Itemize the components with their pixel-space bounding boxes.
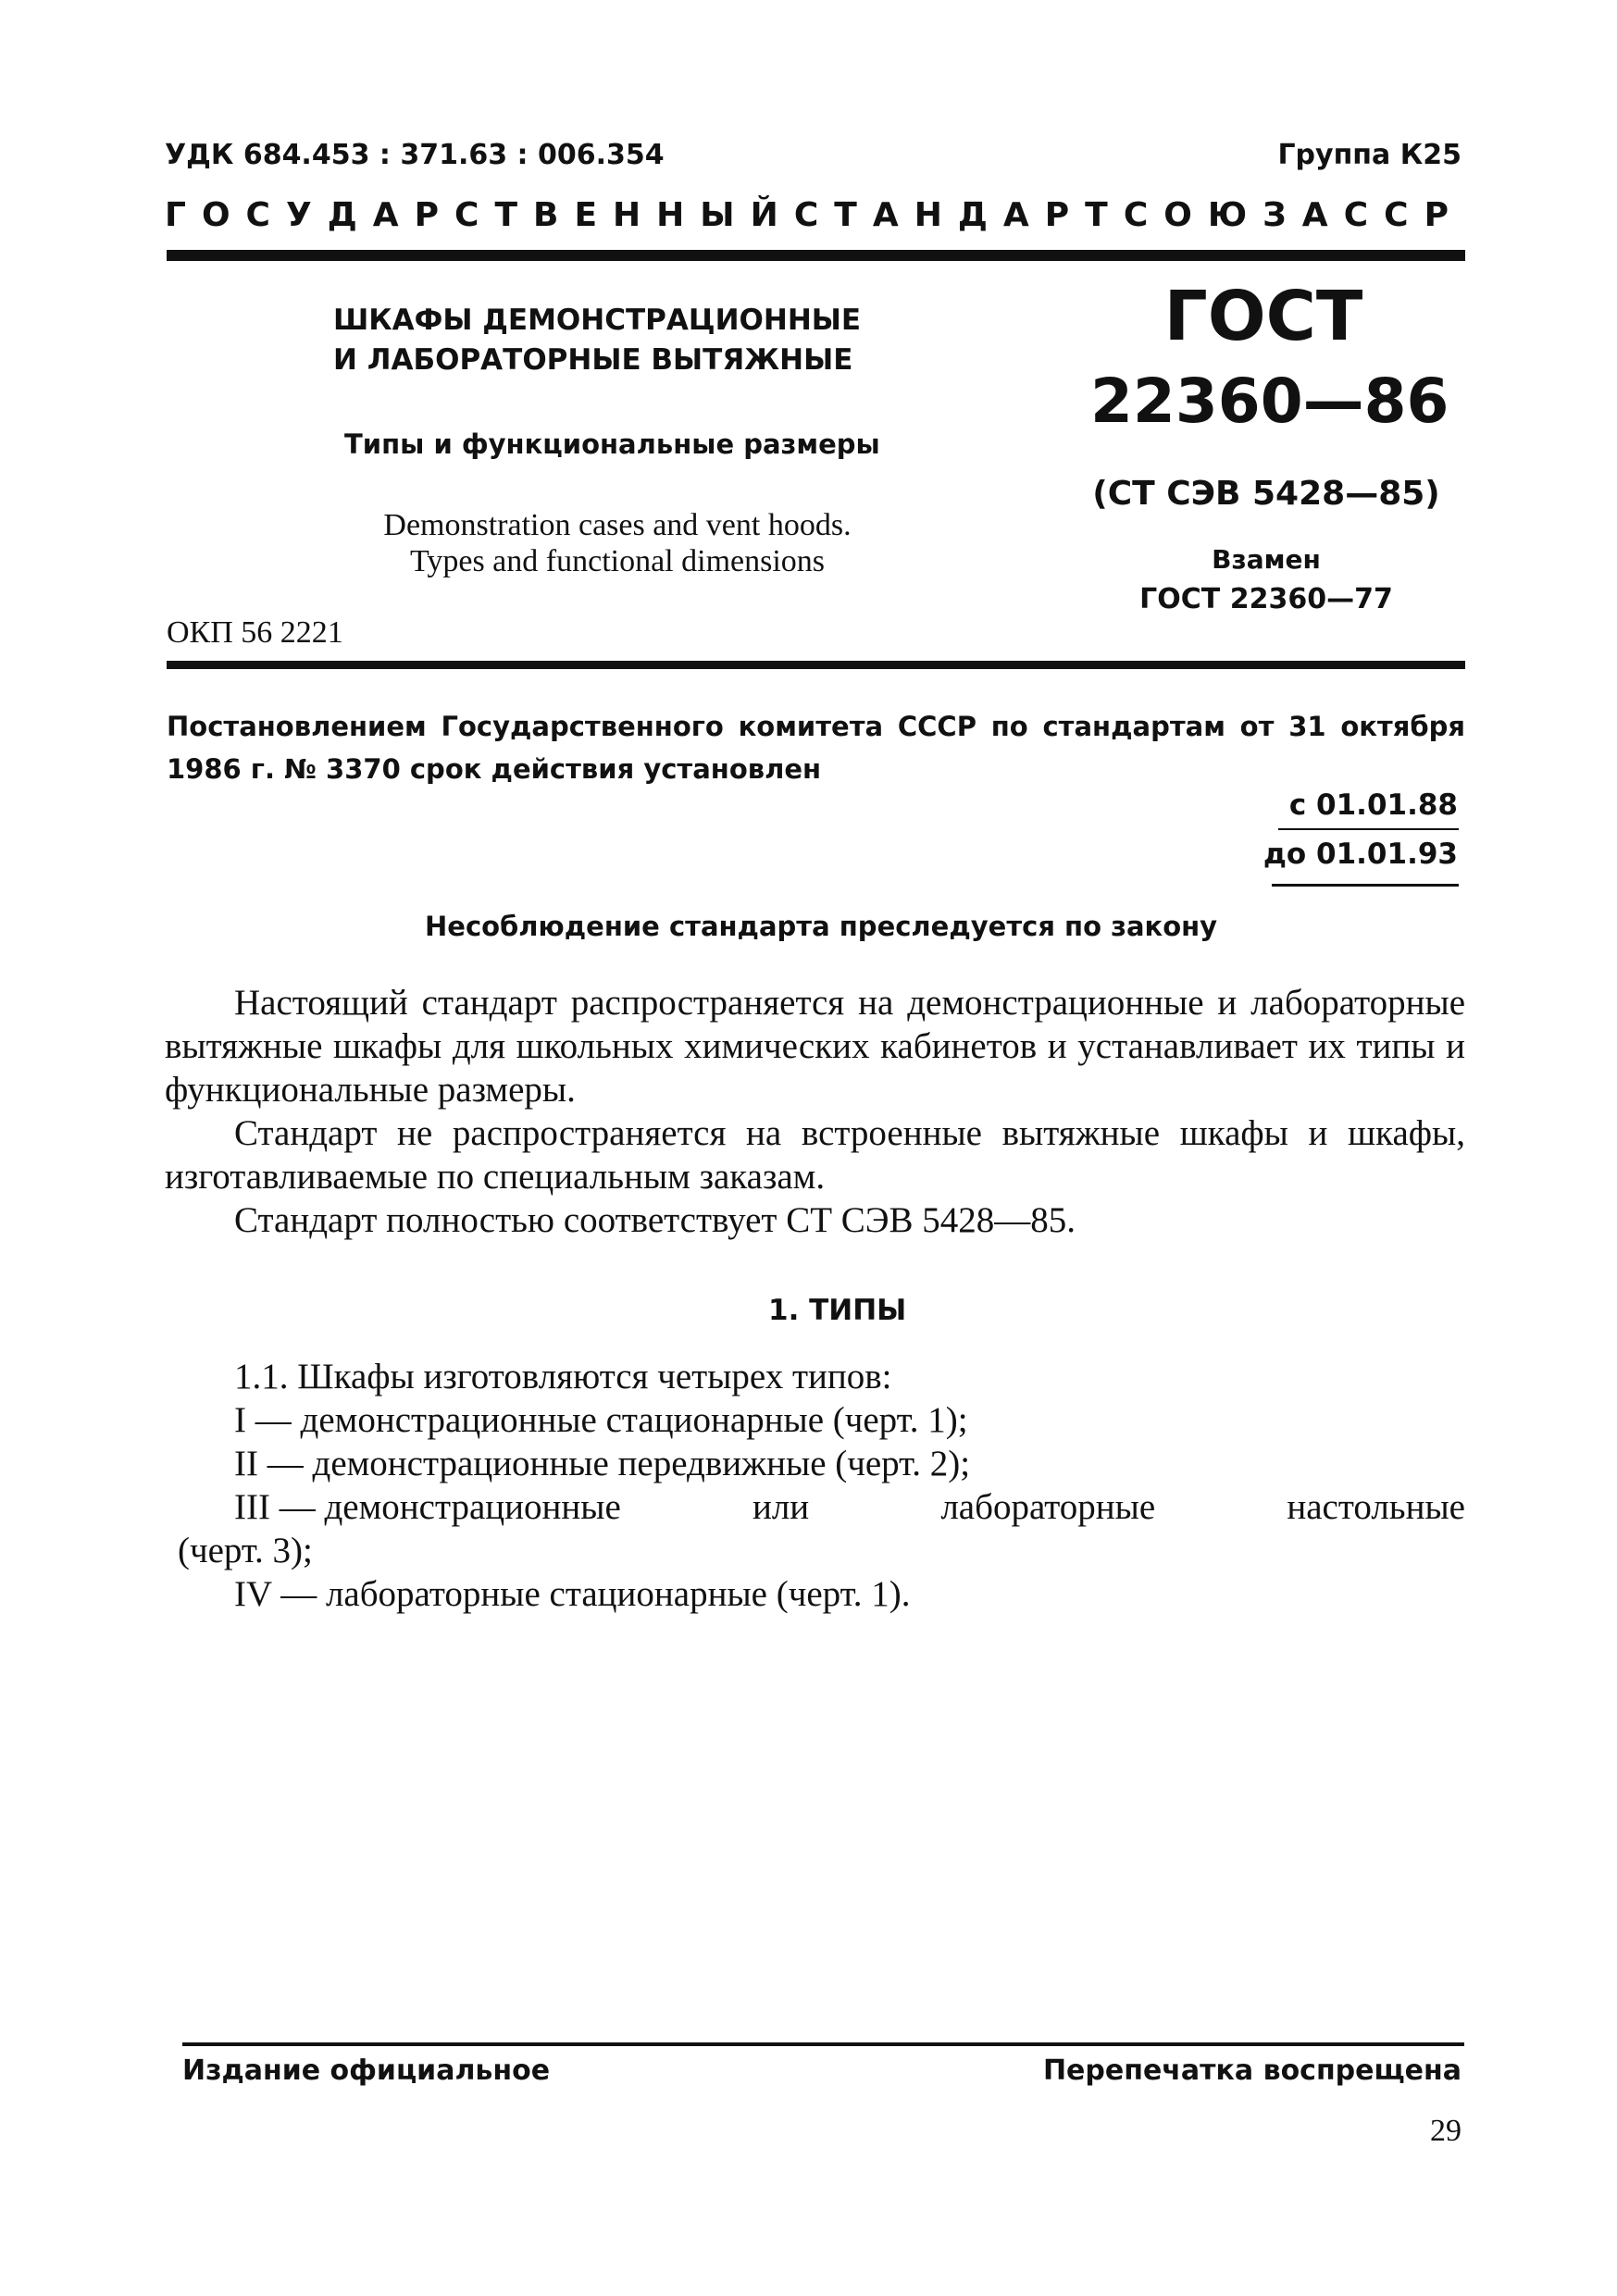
reprint-note: Перепечатка воспрещена bbox=[1042, 2054, 1462, 2087]
resolution-text: Постановлением Государственного комитета СССР по стандартам от 31 октября 1986 г. № 3370 срок действия установлен bbox=[167, 711, 1465, 785]
type-word: лабораторные bbox=[940, 1487, 1156, 1527]
body-paragraph: Настоящий стандарт распространяется на демонстрационные и лабораторные вытяжные шкафы для школьных химических кабинетов и устанавливает их типы и функциональные размеры. bbox=[165, 983, 1465, 1110]
subtitle-ru: Типы и функциональные размеры bbox=[344, 428, 880, 460]
middle-rule bbox=[167, 661, 1465, 669]
body-paragraph: Стандарт не распространяется на встроенные вытяжные шкафы и шкафы, изготавливаемые по специальным заказам. bbox=[165, 1113, 1465, 1197]
type-item bbox=[234, 1486, 1465, 1528]
edition-note: Издание официальное bbox=[182, 2054, 551, 2087]
type-item: II — демонстрационные передвижные (черт. 2); bbox=[234, 1444, 971, 1483]
valid-from-date: с 01.01.88 bbox=[1288, 788, 1458, 822]
title-ru bbox=[333, 301, 861, 380]
date-underline bbox=[1272, 884, 1459, 887]
replaced-gost: ГОСТ 22360—77 bbox=[1139, 583, 1393, 615]
group-code: Группа К25 bbox=[1277, 139, 1462, 171]
type-item: IV — лабораторные стационарные (черт. 1). bbox=[234, 1574, 911, 1614]
top-rule bbox=[167, 250, 1465, 261]
type-word: III — демонстрационные bbox=[234, 1487, 621, 1527]
banner-word: ГОСУДАРСТВЕННЫЙ bbox=[165, 196, 794, 234]
type-item: I — демонстрационные стационарные (черт. 1); bbox=[234, 1400, 968, 1440]
gost-label: ГОСТ bbox=[1163, 277, 1363, 356]
banner-word: СОЮЗА bbox=[1123, 196, 1344, 234]
banner-word: ССР bbox=[1343, 196, 1464, 234]
title-en-line: Types and functional dimensions bbox=[409, 544, 826, 578]
st-sev-reference: (СТ СЭВ 5428—85) bbox=[1092, 475, 1440, 513]
title-en-line: Demonstration cases and vent hoods. bbox=[383, 508, 852, 542]
body-paragraph: Стандарт полностью соответствует СТ СЭВ 5428—85. bbox=[234, 1200, 1076, 1240]
banner-word: СТАНДАРТ bbox=[793, 196, 1124, 234]
title-ru-line: И ЛАБОРАТОРНЫЕ ВЫТЯЖНЫЕ bbox=[333, 343, 853, 377]
type-word: или bbox=[752, 1487, 810, 1527]
type-item-continuation: (черт. 3); bbox=[178, 1531, 313, 1570]
page-number: 29 bbox=[1430, 2114, 1462, 2148]
title-ru-line: ШКАФЫ ДЕМОНСТРАЦИОННЫЕ bbox=[333, 304, 862, 337]
valid-to-date: до 01.01.93 bbox=[1263, 838, 1458, 871]
gost-number: 22360—86 bbox=[1090, 366, 1449, 437]
legal-warning: Несоблюдение стандарта преследуется по закону bbox=[425, 911, 1218, 942]
udk-code: УДК 684.453 : 371.63 : 006.354 bbox=[165, 139, 665, 171]
title-en bbox=[330, 507, 904, 579]
date-divider bbox=[1278, 828, 1459, 830]
type-word: настольные bbox=[1287, 1487, 1465, 1527]
state-standard-banner bbox=[165, 196, 1464, 234]
okp-code: ОКП 56 2221 bbox=[167, 615, 343, 650]
bottom-rule bbox=[182, 2042, 1464, 2046]
replace-label: Взамен bbox=[1212, 544, 1321, 575]
types-intro: 1.1. Шкафы изготовляются четырех типов: bbox=[234, 1357, 892, 1396]
section-heading: 1. ТИПЫ bbox=[768, 1294, 907, 1327]
